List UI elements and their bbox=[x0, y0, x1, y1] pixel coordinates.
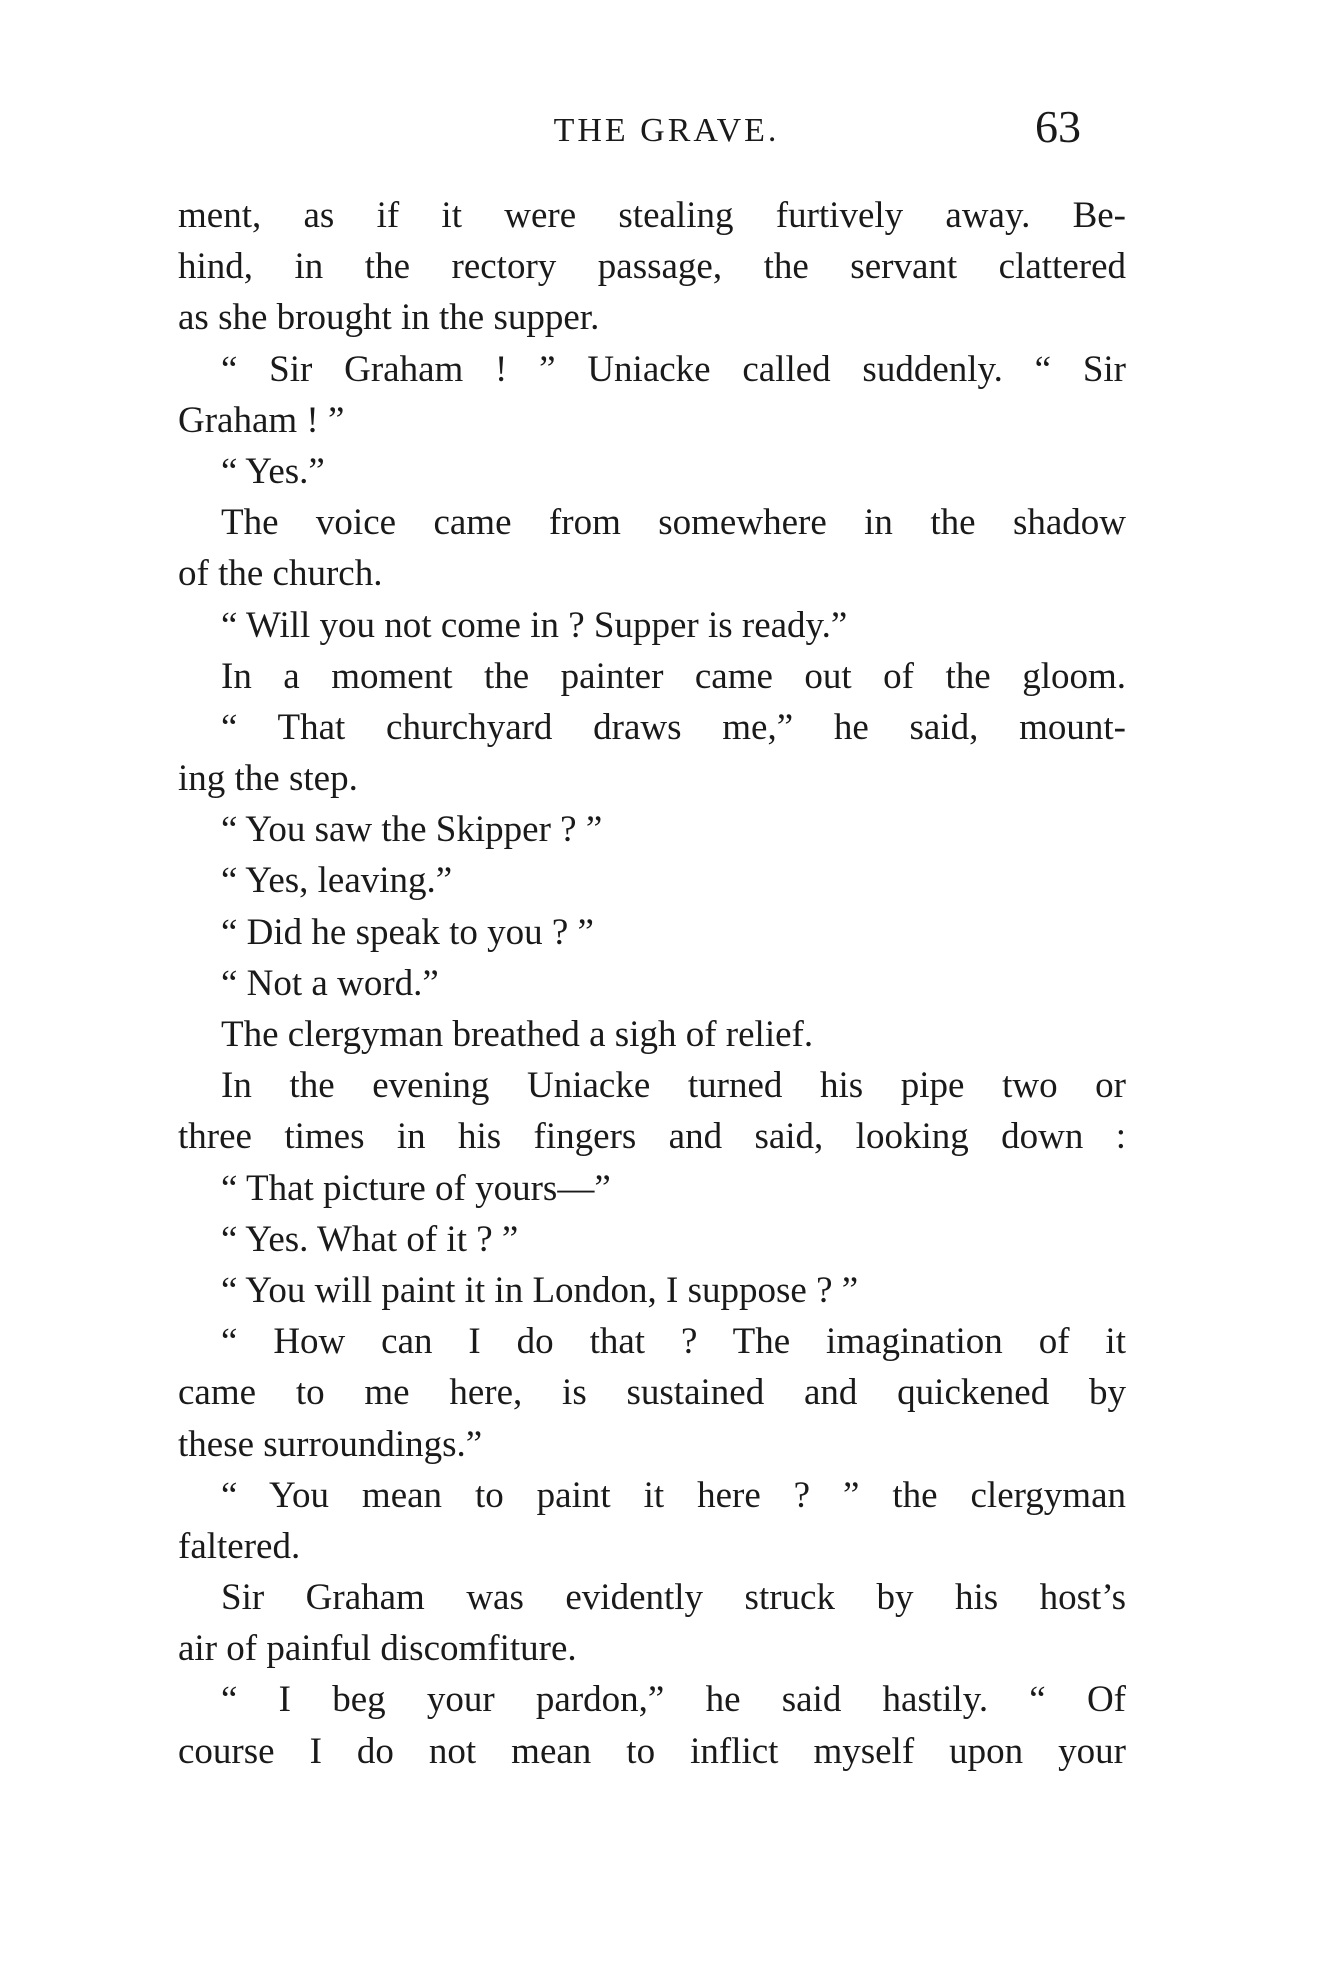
page-number: 63 bbox=[1035, 101, 1081, 152]
text-line: faltered. bbox=[178, 1525, 301, 1567]
text-line: these surroundings.” bbox=[178, 1423, 483, 1465]
running-title: THE GRAVE. bbox=[553, 112, 780, 149]
text-line: In a moment the painter came out of the gloom. bbox=[221, 655, 1126, 697]
text-line: “ Yes. What of it ? ” bbox=[221, 1218, 519, 1260]
text-line: The clergyman breathed a sigh of relief. bbox=[221, 1014, 814, 1055]
text-line: “ That churchyard draws me,” he said, mount- bbox=[221, 706, 1126, 748]
text-line: came to me here, is sustained and quickened by bbox=[178, 1372, 1126, 1414]
text-line: air of painful discomfiture. bbox=[178, 1628, 577, 1670]
text-line: “ I beg your pardon,” he said hastily. “ Of bbox=[221, 1679, 1126, 1721]
text-line: “ Yes, leaving.” bbox=[221, 860, 453, 902]
text-line: ing the step. bbox=[178, 758, 358, 800]
text-line: Sir Graham was evidently struck by his host’s bbox=[221, 1577, 1126, 1619]
text-line: “ You mean to paint it here ? ” the clergyman bbox=[221, 1474, 1126, 1516]
text-line: “ Will you not come in ? Supper is ready.” bbox=[221, 604, 848, 646]
text-line: “ How can I do that ? The imagination of it bbox=[221, 1321, 1126, 1363]
text-line: “ You saw the Skipper ? ” bbox=[221, 809, 603, 851]
text-line: “ You will paint it in London, I suppose ? ” bbox=[221, 1269, 859, 1311]
text-line: “ Yes.” bbox=[221, 450, 325, 492]
body-text bbox=[178, 190, 1126, 1777]
text-line: three times in his fingers and said, looking down : bbox=[178, 1116, 1126, 1158]
text-line: Graham ! ” bbox=[178, 399, 345, 441]
text-line: hind, in the rectory passage, the servant clattered bbox=[178, 246, 1126, 288]
text-line: of the church. bbox=[178, 553, 383, 595]
text-line: as she brought in the supper. bbox=[178, 297, 600, 339]
text-line: “ That picture of yours—” bbox=[221, 1167, 611, 1209]
text-line: course I do not mean to inflict myself upon your bbox=[178, 1730, 1126, 1772]
text-line: “ Sir Graham ! ” Uniacke called suddenly. “ Sir bbox=[221, 348, 1126, 390]
text-line: The voice came from somewhere in the shadow bbox=[221, 502, 1126, 544]
text-line: “ Did he speak to you ? ” bbox=[221, 911, 594, 953]
text-line: ment, as if it were stealing furtively away. Be- bbox=[178, 195, 1126, 236]
text-line: “ Not a word.” bbox=[221, 962, 439, 1004]
text-line: In the evening Uniacke turned his pipe two or bbox=[221, 1065, 1126, 1107]
